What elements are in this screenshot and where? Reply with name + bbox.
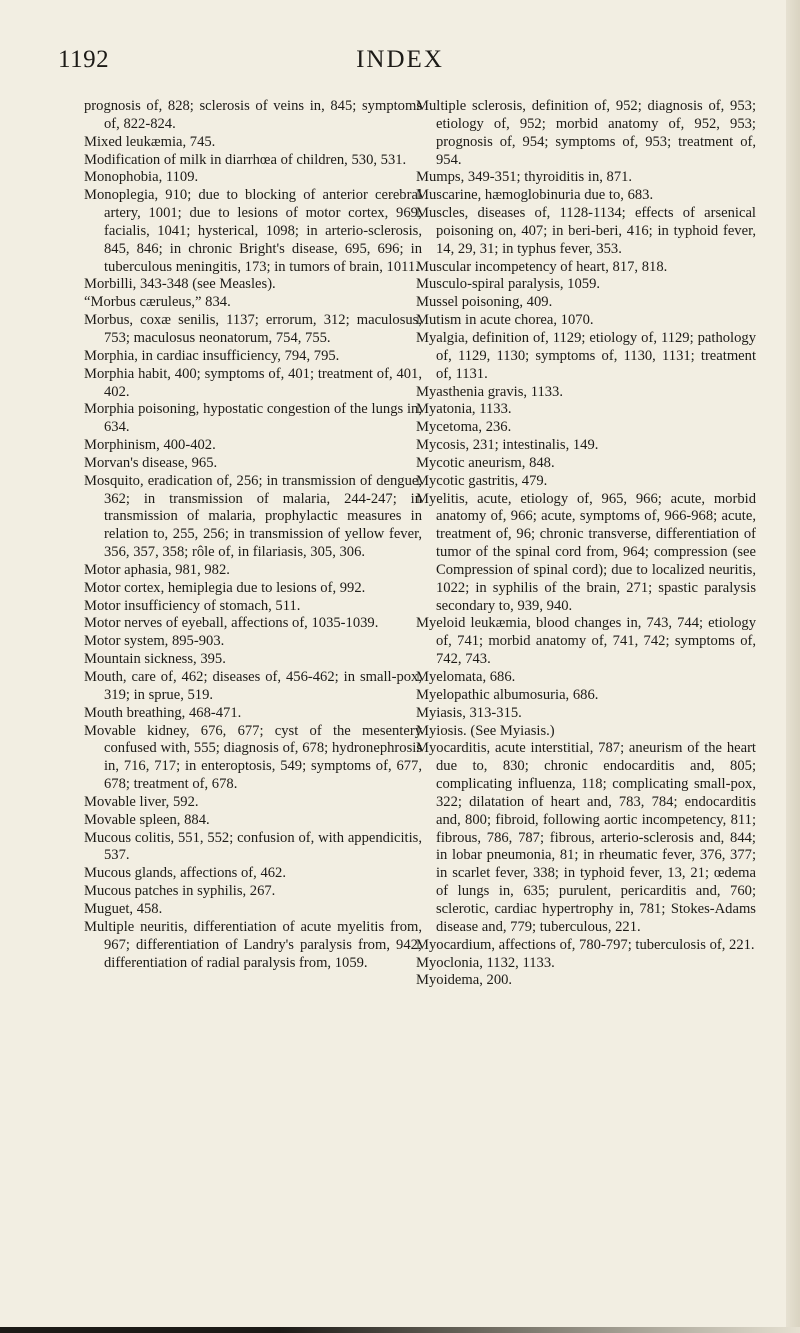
index-entry: Mutism in acute chorea, 1070. [416, 312, 594, 329]
index-entry: Multiple sclerosis, definition of, 952; diagnosis of, 953; etiology of, 952; morbid anatomy of, 952, 953; prognosis of, 954; symptoms of, 953; treatment of, 954. [416, 98, 756, 168]
index-entry: Myelitis, acute, etiology of, 965, 966; acute, morbid anatomy of, 966; acute, symptoms of, 966-968; acute, treatment of, 96; chronic transverse, differentiation of tumor of the spinal cord from, 964; compression (see Compression of spinal cord); due to localized neuritis, 1022; in syphilis of the brain, 271; spastic paralysis secondary to, 939, 940. [416, 490, 756, 614]
index-column-left [84, 98, 422, 972]
index-entry: Myalgia, definition of, 1129; etiology of, 1129; pathology of, 1129, 1130; symptoms of, 1130, 1131; treatment of, 1131. [416, 329, 756, 382]
index-entry: Movable kidney, 676, 677; cyst of the mesentery confused with, 555; diagnosis of, 678; hydronephrosis in, 716, 717; in enteroptosis, 549; symptoms of, 677, 678; treatment of, 678. [84, 722, 422, 793]
index-entry: Movable liver, 592. [84, 793, 199, 810]
index-entry: Muscular incompetency of heart, 817, 818. [416, 258, 668, 275]
index-entry: Motor nerves of eyeball, affections of, 1035-1039. [84, 615, 379, 632]
index-entry: Motor system, 895-903. [84, 633, 225, 650]
index-entry: Multiple neuritis, differentiation of acute myelitis from, 967; differentiation of Landry's paralysis from, 942; differentiation of radial paralysis from, 1059. [84, 918, 422, 971]
index-entry: Myoclonia, 1132, 1133. [416, 954, 555, 971]
index-entry: Mucous patches in syphilis, 267. [84, 883, 276, 900]
index-entry: Mosquito, eradication of, 256; in transmission of dengue, 362; in transmission of malaria, 244-247; in transmission of malaria, prophylactic measures in relation to, 255, 256; in transmission of yellow fever, 356, 357, 358; rôle of, in filariasis, 305, 306. [84, 472, 422, 561]
index-entry: Mussel poisoning, 409. [416, 294, 553, 311]
index-entry: Mouth breathing, 468-471. [84, 704, 242, 721]
index-entry: Modification of milk in diarrhœa of children, 530, 531. [84, 151, 407, 168]
index-entry: Morphinism, 400-402. [84, 437, 216, 454]
index-entry: Mouth, care of, 462; diseases of, 456-462; in small-pox, 319; in sprue, 519. [84, 669, 422, 703]
index-entry: Myiasis, 313-315. [416, 704, 522, 721]
index-entry: Mycosis, 231; intestinalis, 149. [416, 437, 599, 454]
index-entry: Musculo-spiral paralysis, 1059. [416, 276, 601, 293]
index-entry: Motor insufficiency of stomach, 511. [84, 597, 301, 614]
index-entry: Myelopathic albumosuria, 686. [416, 686, 599, 703]
index-entry: Motor aphasia, 981, 982. [84, 561, 230, 578]
index-entry: Morbus, coxæ senilis, 1137; errorum, 312; maculosus, 753; maculosus neonatorum, 754, 755. [84, 312, 422, 346]
index-entry: Mycotic gastritis, 479. [416, 472, 548, 489]
index-entry: Myoidema, 200. [416, 972, 513, 989]
index-entry: Myasthenia gravis, 1133. [416, 383, 563, 400]
index-entry: Myocardium, affections of, 780-797; tuberculosis of, 221. [416, 936, 755, 953]
index-entry: Myeloid leukæmia, blood changes in, 743, 744; etiology of, 741; morbid anatomy of, 741, 742; symptoms of, 742, 743. [416, 615, 756, 668]
index-entry: Morvan's disease, 965. [84, 454, 218, 471]
index-entry: Movable spleen, 884. [84, 811, 210, 828]
index-entry: Myelomata, 686. [416, 669, 516, 685]
index-entry: Mixed leukæmia, 745. [84, 133, 216, 150]
index-entry: Mucous colitis, 551, 552; confusion of, with appendicitis, 537. [84, 829, 422, 864]
index-entry: Myiosis. (See Myiasis.) [416, 722, 555, 739]
index-entry: Morphia poisoning, hypostatic congestion of the lungs in, 634. [84, 401, 422, 436]
index-entry: prognosis of, 828; sclerosis of veins in, 845; symptoms of, 822-824. [84, 98, 422, 132]
page-header [0, 40, 800, 80]
index-entry: Mycetoma, 236. [416, 419, 512, 436]
index-entry: Monoplegia, 910; due to blocking of anterior cerebral artery, 1001; due to lesions of motor cortex, 969; facialis, 1041; hysterical, 1098; in arterio-sclerosis, 845, 846; in chronic Bright's disease, 695, 696; in tuberculous meningitis, 173; in tumors of brain, 1011. [84, 187, 422, 275]
index-entry: Morbilli, 343-348 (see Measles). [84, 276, 276, 293]
index-entry: Morphia, in cardiac insufficiency, 794, 795. [84, 347, 340, 364]
index-entry: Mycotic aneurism, 848. [416, 454, 555, 471]
page-edge-shadow [786, 0, 800, 1333]
index-entry: Mountain sickness, 395. [84, 651, 226, 668]
index-entry: Myatonia, 1133. [416, 401, 512, 418]
index-entry: Muscles, diseases of, 1128-1134; effects of arsenical poisoning on, 407; in beri-beri, 416; in typhoid fever, 14, 29, 31; in typhus fever, 353. [416, 205, 756, 257]
index-entry: “Morbus cæruleus,” 834. [84, 294, 231, 311]
index-entry: Morphia habit, 400; symptoms of, 401; treatment of, 401, 402. [84, 365, 422, 400]
index-entry: Monophobia, 1109. [84, 169, 199, 186]
index-entry: Motor cortex, hemiplegia due to lesions of, 992. [84, 579, 366, 596]
page-number: 1192 [58, 46, 110, 73]
index-entry: Mucous glands, affections of, 462. [84, 865, 286, 882]
index-entry: Muguet, 458. [84, 900, 163, 917]
index-column-right [416, 98, 756, 990]
page-title: INDEX [356, 46, 444, 73]
index-entry: Muscarine, hæmoglobinuria due to, 683. [416, 187, 654, 204]
page-bottom-edge [0, 1327, 800, 1333]
index-entry: Mumps, 349-351; thyroiditis in, 871. [416, 169, 633, 186]
index-entry: Myocarditis, acute interstitial, 787; aneurism of the heart due to, 830; chronic endocarditis and, 805; complicating influenza, 118; complicating small-pox, 322; dilatation of heart and, 783, 784; endocarditis and, 800; fibroid, following aortic incompetency, 811; fibrous, 786, 787; fibrous, arterio-sclerosis and, 844; in lobar pneumonia, 81; in rheumatic fever, 376, 377; in scarlet fever, 338; in typhoid fever, 13, 21; œdema of lungs in, 635; purulent, pericarditis and, 760; sclerotic, cardiac hypertrophy in, 781; Stokes-Adams disease and, 779; tuberculous, 221. [416, 740, 756, 935]
